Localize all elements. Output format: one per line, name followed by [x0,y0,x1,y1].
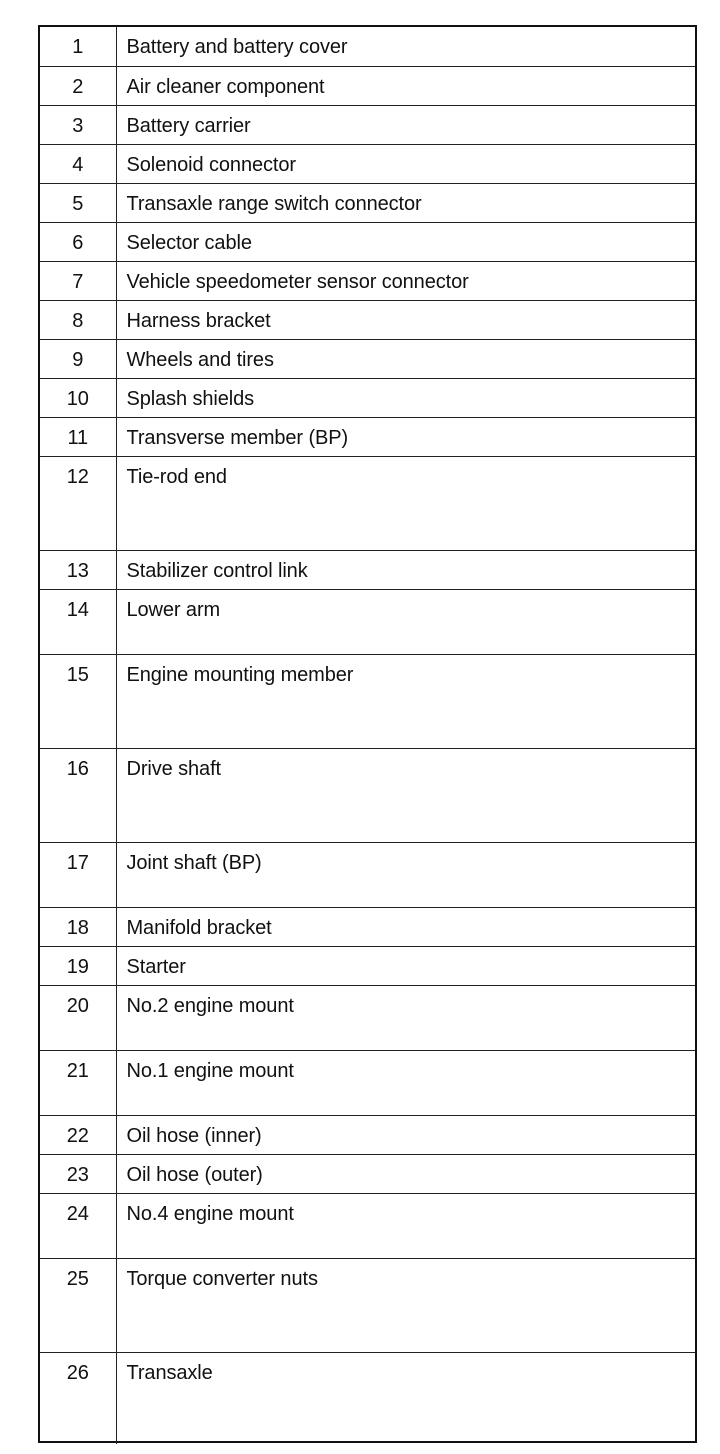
part-name: Lower arm [116,589,695,654]
part-number: 11 [40,417,116,456]
table-row [40,378,695,417]
part-number: 14 [40,589,116,654]
part-name: Transaxle [116,1352,695,1444]
part-name: No.2 engine mount [116,985,695,1050]
table-row [40,1352,695,1444]
part-name: Wheels and tires [116,339,695,378]
table-row [40,1050,695,1115]
part-number: 19 [40,946,116,985]
part-name: Battery and battery cover [126,36,348,58]
table-row [40,27,695,66]
part-number: 16 [40,748,116,842]
table-row [40,417,695,456]
part-number: 8 [40,300,116,339]
part-name: Oil hose (inner) [116,1115,695,1154]
part-name: Oil hose (outer) [116,1154,695,1193]
part-number: 5 [40,183,116,222]
parts-table [40,27,695,1444]
part-number: 20 [40,985,116,1050]
table-row [40,907,695,946]
part-name: Manifold bracket [116,907,695,946]
part-number: 26 [40,1352,116,1444]
parts-table-frame [38,25,697,1443]
part-number: 1 [40,27,116,66]
table-row [40,222,695,261]
table-row [40,105,695,144]
part-name: No.4 engine mount [116,1193,695,1258]
part-name: Transaxle range switch connector [116,183,695,222]
part-name: Transverse member (BP) [116,417,695,456]
table-row [40,748,695,842]
part-name: Selector cable [116,222,695,261]
part-name: Drive shaft [116,748,695,842]
part-name: Harness bracket [116,300,695,339]
part-number: 2 [40,66,116,105]
table-row [40,1154,695,1193]
part-number: 21 [40,1050,116,1115]
table-row [40,144,695,183]
table-row [40,654,695,748]
part-name: Starter [116,946,695,985]
part-number: 6 [40,222,116,261]
table-row [40,985,695,1050]
part-name: Joint shaft (BP) [116,842,695,907]
part-name: Air cleaner component [116,66,695,105]
part-number: 3 [40,105,116,144]
part-number: 18 [40,907,116,946]
table-row [40,842,695,907]
part-number: 24 [40,1193,116,1258]
part-name: Vehicle speedometer sensor connector [116,261,695,300]
table-row [40,946,695,985]
part-name: No.1 engine mount [116,1050,695,1115]
part-name: Battery carrier [116,105,695,144]
table-row [40,1193,695,1258]
part-name: Tie-rod end [116,456,695,550]
table-row [40,339,695,378]
part-number: 15 [40,654,116,748]
table-row [40,550,695,589]
part-number: 12 [40,456,116,550]
table-row [40,589,695,654]
part-name: Torque converter nuts [116,1258,695,1352]
table-row [40,66,695,105]
part-number: 25 [40,1258,116,1352]
part-name: Engine mounting member [116,654,695,748]
part-number: 17 [40,842,116,907]
table-row [40,1258,695,1352]
part-number: 23 [40,1154,116,1193]
table-row [40,183,695,222]
part-number: 22 [40,1115,116,1154]
table-row [40,456,695,550]
part-number: 7 [40,261,116,300]
part-number: 10 [40,378,116,417]
part-name: Solenoid connector [116,144,695,183]
table-row [40,1115,695,1154]
table-row [40,261,695,300]
part-number: 9 [40,339,116,378]
table-row [40,300,695,339]
part-name: Stabilizer control link [116,550,695,589]
part-number: 13 [40,550,116,589]
part-number: 4 [40,144,116,183]
part-name: Splash shields [116,378,695,417]
